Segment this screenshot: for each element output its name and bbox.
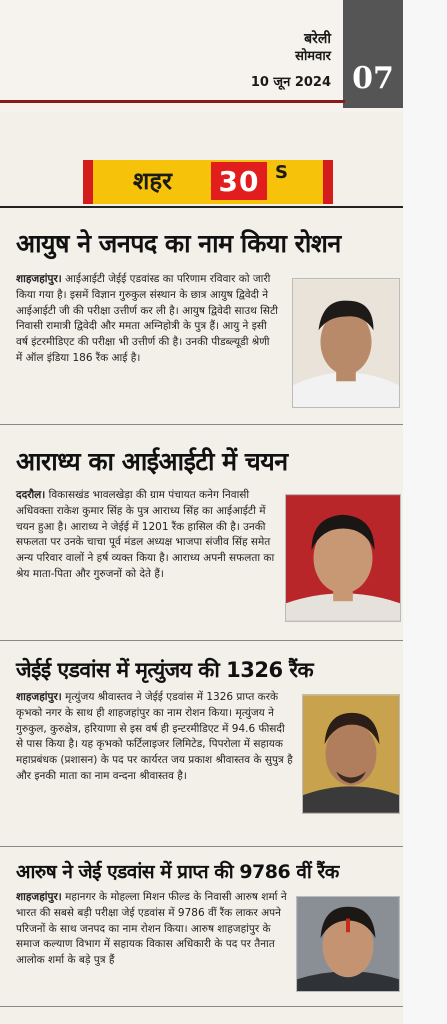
article-headline: आयुष ने जनपद का नाम किया रोशन xyxy=(16,229,341,258)
article-text: विकासखंड भावलखेड़ा की ग्राम पंचायत कनेग निवासी अधिवक्ता राकेश कुमार सिंह के पुत्र आराध्य सिंह का आईआईटी में चयन हुआ है। आराध्य ने जेईई में 1201 रैंक हासिल की है। उनकी सफलता पर उनके चाचा पूर्व मंडल अध्यक्ष भाजपा संजीव सिंह समेत अन्य परिवार वालों ने हर्ष व्यक्त किया है। आराध्य अपनी सफलता का श्रेय माता-पिता और गुरुजनों को देते हैं। xyxy=(16,489,275,580)
article-text: आईआईटी जेईई एडवांस्ड का परिणाम रविवार को जारी किया गया है। इसमें विज्ञान गुरुकुल संस्थान के छात्र आयुष द्विवेदी ने आईआईटी जी की परीक्षा उत्तीर्ण कर ली है। आयुष द्विवेदी साउथ सिटी निवासी रामात्री द्विवेदी और ममता अग्निहोत्री के पुत्र हैं। आयु ने इसी वर्ष इंटरमीडिएट की परीक्षा भी उत्तीर्ण की है। उनकी पीडब्ल्यूडी श्रेणी में ऑल इंडिया 186 रैंक आई है। xyxy=(16,273,278,364)
article-body xyxy=(16,890,290,969)
article-divider xyxy=(0,424,403,425)
student-photo xyxy=(296,896,400,992)
article-headline: आरुष ने जेई एडवांस में प्राप्त की 9786 वीं रैंक xyxy=(16,861,339,883)
article-body xyxy=(16,488,282,583)
portrait-image xyxy=(293,279,399,407)
article-headline: जेईई एडवांस में मृत्युंजय की 1326 रैंक xyxy=(16,658,314,682)
article-divider xyxy=(0,846,403,847)
page-margin xyxy=(403,0,447,1024)
masthead-rule xyxy=(0,100,345,103)
section-number: 30 xyxy=(211,162,267,200)
masthead-city: बरेली xyxy=(304,31,331,47)
article-dateline: शाहजहांपुर। xyxy=(16,273,62,285)
section-label: शहर xyxy=(133,167,172,195)
masthead-date: 10 जून 2024 xyxy=(250,75,331,90)
article-divider xyxy=(0,640,403,641)
portrait-image xyxy=(286,495,400,621)
section-banner xyxy=(83,160,333,204)
article-dateline: शाहजहांपुर। xyxy=(16,691,62,703)
masthead-meta xyxy=(251,30,331,94)
masthead-day: सोमवार xyxy=(295,49,331,64)
page-number: 07 xyxy=(343,0,403,108)
student-photo xyxy=(302,694,400,814)
section-rule xyxy=(0,206,403,208)
student-photo xyxy=(292,278,400,408)
portrait-image xyxy=(303,695,399,813)
article-dateline: शाहजहांपुर। xyxy=(16,891,62,903)
article-text: मृत्युंजय श्रीवास्तव ने जेईई एडवांस में 1326 प्राप्त करके कृभको नगर के साथ ही शाहजहांपुर का नाम रोशन किया। मृत्युंजय ने गुरुकुल, कुरुक्षेत्र, हरियाणा से इस वर्ष ही इन्टरमीडिएट में 94.6 फीसदी से पास किया है। यह कृभको फर्टिलाइजर लिमिटेड, पिपरोला में सहायक महाप्रबंधक (प्रशासन) के पद पर कार्यरत जय प्रकाश श्रीवास्तव के सुपुत्र है और इनकी माता का नाम वन्दना श्रीवास्तव है। xyxy=(16,691,293,782)
portrait-image xyxy=(297,897,399,991)
article-dateline: ददरौल। xyxy=(16,489,46,501)
masthead xyxy=(0,0,447,112)
student-photo xyxy=(285,494,401,622)
article-divider xyxy=(0,1006,403,1007)
article-text: महानगर के मोहल्ला मिशन फील्ड के निवासी आरुष शर्मा ने भारत की सबसे बड़ी परीक्षा जेई एडवांस में 9786 वीं रैंक लाकर अपने परिजनों के साथ जनपद का नाम रोशन किया। आरुष शाहजहांपुर के समाज कल्याण विभाग में सहायक विकास अधिकारी के पद पर तैनात आलोक शर्मा के बड़े पुत्र हैं xyxy=(16,891,287,967)
article-body xyxy=(16,272,278,367)
section-suffix: S xyxy=(275,162,288,183)
article-headline: आराध्य का आईआईटी में चयन xyxy=(16,447,288,476)
